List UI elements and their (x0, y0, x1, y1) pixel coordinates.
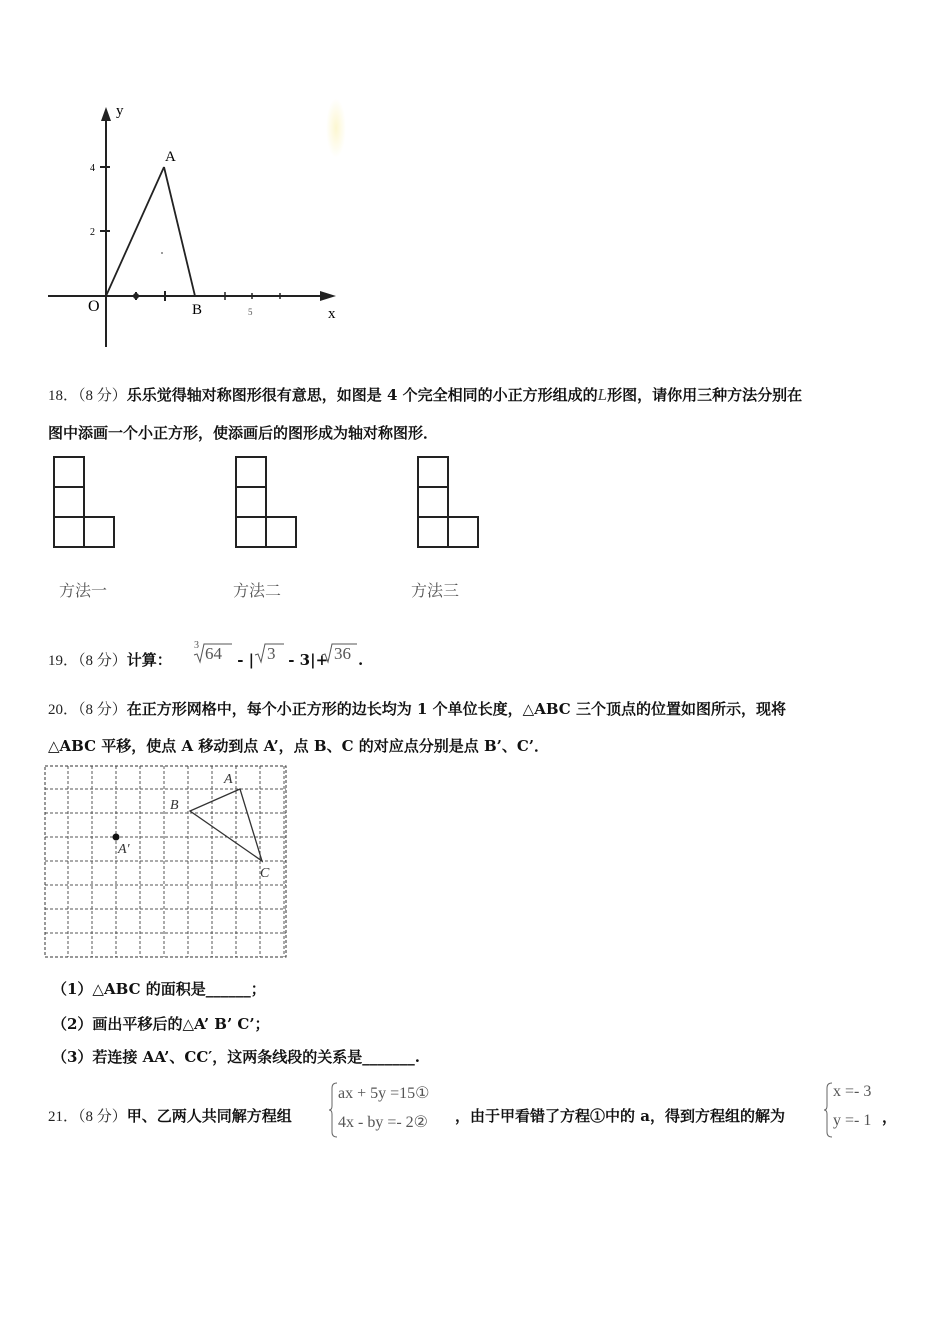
question-label: 计算： (126, 651, 172, 669)
question-20-sub1: （1）△ABC 的面积是______； (52, 980, 266, 998)
x-axis-label: x (328, 306, 336, 322)
solution-brace (823, 1082, 833, 1138)
grid-lines (45, 766, 286, 957)
question-text: 形图，请你用三种方法分别在 (607, 386, 803, 404)
question-18-line2: 图中添画一个小正方形，使添画后的图形成为轴对称图形． (48, 424, 439, 442)
equation-1: ax + 5y =15① (338, 1085, 430, 1102)
coordinate-graph (40, 95, 350, 355)
x-tick-dot (133, 293, 139, 299)
l-shape-figure-2 (234, 455, 298, 551)
grid-label-c: C (260, 866, 270, 881)
y-tick-2-label: 2 (90, 227, 95, 238)
equation-brace (328, 1082, 338, 1138)
y-axis-label: y (116, 103, 124, 119)
stray-dot (161, 252, 163, 254)
minus-abs-open: - | (232, 651, 255, 669)
question-score: （8 分） (78, 702, 127, 718)
question-score: （8 分） (78, 1109, 127, 1125)
grid-label-a: A (224, 772, 233, 787)
cube-root-index: 3 (194, 640, 199, 651)
sqrt3-radicand: 3 (267, 644, 276, 663)
solution-x: x =- 3 (833, 1083, 872, 1100)
origin-label: O (88, 298, 100, 315)
question-21-text-mid: ，由于甲看错了方程①中的 a，得到方程组的解为 (455, 1107, 785, 1125)
question-text: 在正方形网格中，每个小正方形的边长均为 1 个单位长度，△ABC 三个顶点的位置如图所示，现将 (126, 700, 786, 718)
point-a-label: A (165, 149, 176, 165)
sqrt36-radicand: 36 (334, 644, 351, 663)
question-text: 乐乐觉得轴对称图形很有意思，如图是 4 个完全相同的小正方形组成的 (126, 386, 598, 404)
period: . (358, 651, 364, 669)
question-20-sub2: （2）画出平移后的△A’ B’ C’； (52, 1015, 270, 1033)
x-tick-5-label: 5 (248, 307, 253, 317)
minus3-close: - 3|+ (283, 651, 329, 669)
sqrt3-expression (254, 640, 284, 664)
question-20-line2: △ABC 平移，使点 A 移动到点 A’，点 B、C 的对应点分别是点 B’、C’． (48, 737, 550, 755)
cube-root-radicand: 64 (205, 644, 222, 663)
point-a-prime (113, 834, 120, 841)
question-text: 甲、乙两人共同解方程组 (126, 1107, 292, 1125)
grid-label-a-prime: A′ (118, 842, 130, 857)
caption-method-3: 方法三 (411, 581, 460, 600)
question-19 (48, 650, 172, 671)
question-score: （8 分） (78, 388, 127, 404)
caption-method-1: 方法一 (59, 581, 108, 600)
equation-2: 4x - by =- 2② (338, 1114, 429, 1131)
l-shape-figure-1 (52, 455, 116, 551)
question-20-sub3: （3）若连接 AA’、CC′，这两条线段的关系是_______. (52, 1048, 420, 1066)
solution-y: y =- 1 (833, 1112, 872, 1129)
segment-ab (164, 167, 195, 296)
grid-label-b: B (170, 798, 179, 813)
question-21-end: ， (882, 1108, 898, 1126)
sqrt36-expression (321, 640, 357, 664)
triangle-abc (190, 789, 262, 861)
point-b-label: B (192, 302, 203, 318)
question-20-line1 (48, 699, 786, 720)
caption-method-2: 方法二 (233, 581, 282, 600)
question-score: （8 分） (78, 653, 127, 669)
l-shape-figure-3 (416, 455, 480, 551)
question-number: 20． (48, 702, 79, 718)
question-number: 21． (48, 1109, 79, 1125)
x-axis-arrow (320, 291, 336, 301)
question-18-line1 (48, 385, 802, 406)
y-axis-arrow (101, 107, 111, 121)
segment-oa (106, 167, 164, 296)
question-21-intro (48, 1106, 292, 1127)
question-number: 19． (48, 653, 79, 669)
grid-figure (44, 765, 288, 959)
question-number: 18． (48, 388, 79, 404)
l-shape-symbol: L (597, 385, 608, 404)
scan-artifact (326, 98, 346, 158)
y-tick-4-label: 4 (90, 163, 95, 174)
